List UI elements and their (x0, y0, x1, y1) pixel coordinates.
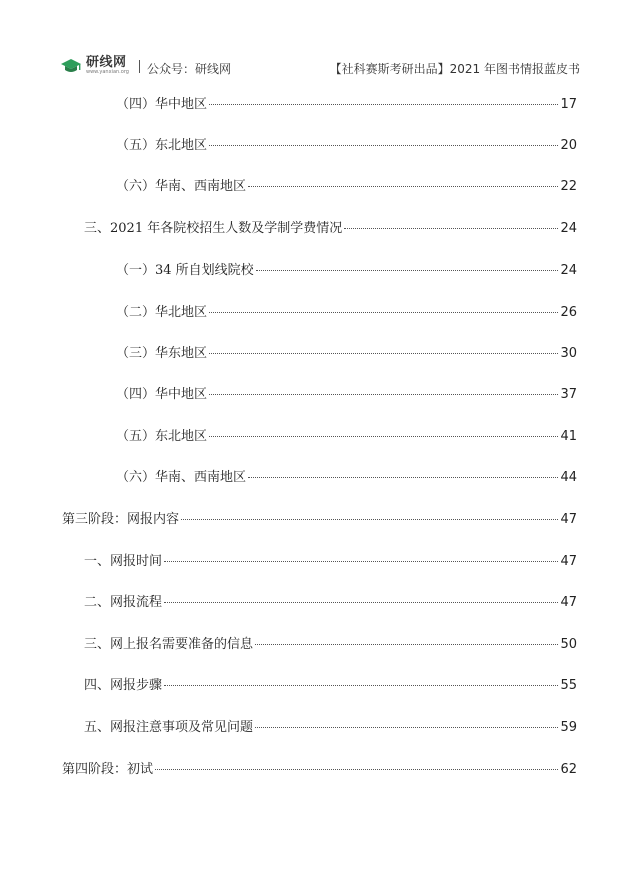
toc-entry-title: 第四阶段：初试 (62, 762, 154, 777)
toc-entry[interactable] (62, 761, 577, 779)
toc-entry-title: 三、网上报名需要准备的信息 (84, 637, 254, 652)
brand-url: www.yanxian.org (86, 69, 129, 75)
dot-leader (181, 519, 558, 520)
toc-entry-page: 30 (560, 346, 577, 361)
brand-name: 研线网 (86, 55, 127, 70)
dot-leader (209, 145, 558, 146)
dot-leader (155, 769, 558, 770)
toc-entry-title: （四）华中地区 (116, 387, 208, 402)
dot-leader (164, 561, 558, 562)
toc-entry-page: 37 (560, 387, 577, 402)
toc-entry[interactable] (116, 178, 577, 196)
dot-leader (164, 685, 558, 686)
dot-leader (344, 228, 558, 229)
dot-leader (248, 477, 558, 478)
toc-entry[interactable] (84, 220, 577, 238)
toc-entry[interactable] (116, 304, 577, 322)
toc-entry-page: 62 (560, 762, 577, 777)
toc-entry-title: （三）华东地区 (116, 346, 208, 361)
toc-entry-page: 26 (560, 305, 577, 320)
toc-entry[interactable] (84, 636, 577, 654)
toc-entry-title: （六）华南、西南地区 (116, 179, 247, 194)
toc-entry[interactable] (62, 511, 577, 529)
dot-leader (209, 353, 558, 354)
toc-entry-page: 44 (560, 470, 577, 485)
public-account: 公众号：研线网 (147, 62, 232, 76)
dot-leader (255, 644, 558, 645)
toc-entry-title: （二）华北地区 (116, 305, 208, 320)
dot-leader (164, 602, 558, 603)
toc-entry-title: 一、网报时间 (84, 554, 163, 569)
toc-entry-title: 第三阶段：网报内容 (62, 512, 180, 527)
toc-entry[interactable] (116, 428, 577, 446)
toc-entry-page: 59 (560, 720, 577, 735)
toc-entry-page: 22 (560, 179, 577, 194)
toc-entry[interactable] (116, 469, 577, 487)
toc-entry-page: 20 (560, 138, 577, 153)
toc-entry-page: 17 (560, 97, 577, 112)
toc-entry-title: （五）东北地区 (116, 138, 208, 153)
toc-entry-page: 55 (560, 678, 577, 693)
book-title: 【社科赛斯考研出品】2021 年图书情报蓝皮书 (329, 62, 580, 76)
toc-entry[interactable] (84, 553, 577, 571)
toc-entry-title: （一）34 所自划线院校 (116, 263, 254, 278)
toc-entry[interactable] (116, 262, 577, 280)
toc-entry-page: 47 (560, 554, 577, 569)
toc-entry-page: 24 (560, 221, 577, 236)
toc-entry-title: 二、网报流程 (84, 595, 163, 610)
toc-entry-title: （五）东北地区 (116, 429, 208, 444)
toc-entry-title: （六）华南、西南地区 (116, 470, 247, 485)
dot-leader (256, 270, 559, 271)
dot-leader (248, 186, 558, 187)
toc-entry[interactable] (84, 719, 577, 737)
dot-leader (209, 104, 558, 105)
dot-leader (255, 727, 558, 728)
toc-entry-title: 四、网报步骤 (84, 678, 163, 693)
toc-entry-page: 47 (560, 512, 577, 527)
dot-leader (209, 312, 558, 313)
toc-entry[interactable] (116, 386, 577, 404)
toc-entry[interactable] (116, 137, 577, 155)
toc-entry[interactable] (84, 677, 577, 695)
toc-entry[interactable] (116, 345, 577, 363)
toc-entry-title: 五、网报注意事项及常见问题 (84, 720, 254, 735)
toc-entry[interactable] (116, 96, 577, 114)
toc-entry-title: （四）华中地区 (116, 97, 208, 112)
toc-entry[interactable] (84, 594, 577, 612)
dot-leader (209, 394, 558, 395)
toc-entry-title: 三、2021 年各院校招生人数及学制学费情况 (84, 221, 343, 236)
toc-entry-page: 24 (560, 263, 577, 278)
toc-entry-page: 41 (560, 429, 577, 444)
dot-leader (209, 436, 558, 437)
toc-entry-page: 50 (560, 637, 577, 652)
toc-entry-page: 47 (560, 595, 577, 610)
